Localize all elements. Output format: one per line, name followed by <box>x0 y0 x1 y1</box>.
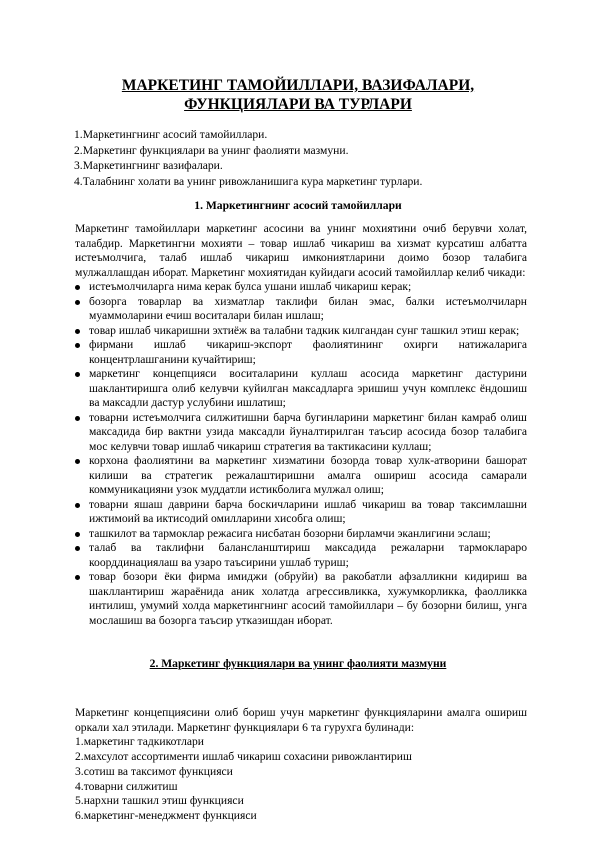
bullet-item <box>75 527 527 542</box>
bullet-icon <box>75 300 80 305</box>
toc-item: 3.Маркетингнинг вазифалари. <box>74 159 223 172</box>
bullet-text: товар бозори ёки фирма имиджи (обруйи) ва ракобатли афзалликни кидириш ва шакллантириш жараёнида аник холатда агрессивликка, хужумкорликка, фаолликка интилиш, умумий холда маркетингнинг асосий тамойиллари – бу бозорни билиш, унга мослашиш ва бозорга таъсир утказишдан иборат. <box>89 570 527 627</box>
bullet-icon <box>75 575 80 580</box>
bullet-item <box>75 324 527 339</box>
section-2-heading: 2. Маркетинг функциялари ва унинг фаолияти мазмуни <box>149 657 447 670</box>
bullet-text: истеъмолчиларга нима керак булса ушани ишлаб чикариш керак; <box>89 280 412 293</box>
list-item: 3.сотиш ва таксимот функцияси <box>75 764 233 778</box>
bullet-text: товарни истеъмолчига силжитишни барча бугинларини маркетинг билан камраб олиш максадида бир вактни узида максадли йуналтирилган таъсир асосида бозор талабига мос келувчи товар ишлаб чикариш стратегия ва тактикасини куллаш; <box>89 410 527 453</box>
table-of-contents <box>74 127 422 189</box>
section-2-intro: Маркетинг концепциясини олиб бориш учун маркетинг функцияларини амалга ошириш оркали хал этилади. Маркетинг функциялари 6 та гурухга булинади: <box>75 706 527 734</box>
bullet-item <box>75 454 527 498</box>
bullet-text: талаб ва таклифни балансланштириш максадида режаларни тармоклараро коорддинациялаш ва узаро таъсирини ушлаб туриш; <box>89 541 527 569</box>
section-1-body <box>75 222 527 628</box>
list-item: 5.нархни ташкил этиш функцияси <box>75 794 244 808</box>
bullet-item <box>75 498 527 527</box>
bullet-item <box>75 411 527 455</box>
toc-item: 2.Маркетинг функциялари ва унинг фаолияти мазмуни. <box>74 143 349 157</box>
list-item: 2.махсулот ассортименти ишлаб чикариш сохасини ривожлантириш <box>75 750 412 764</box>
bullet-icon <box>75 343 80 348</box>
bullet-icon <box>75 329 80 334</box>
bullet-text: бозорга товарлар ва хизматлар таклифи билан эмас, балки истеъмолчиларн муаммоларини ечиш воситалари билан ишлаш; <box>89 294 527 322</box>
list-item: 1.маркетинг тадкикотлари <box>75 735 205 749</box>
section-2-body <box>75 706 527 824</box>
bullet-item <box>75 570 527 628</box>
bullet-item <box>75 280 527 295</box>
bullet-item <box>75 295 527 324</box>
bullet-item <box>75 541 527 570</box>
bullet-text: товарни яшаш даврини барча боскичларини ишлаб чикариш ва товар таксимлашни ижтимоий ва иктисодий омилларини хисобга олиш; <box>89 497 527 525</box>
bullet-text: маркетинг концепцияси воситаларини куллаш асосида маркетинг дастурини шаклантиришга олиб келувчи куйилган максадларга эришиш учун комплекс ёндошиш ва максадли дастур услубини ишлатиш; <box>89 367 527 409</box>
toc-item: 4.Талабнинг холати ва унинг ривожланишига кура маркетинг турлари. <box>74 174 423 188</box>
bullet-icon <box>75 459 80 464</box>
bullet-text: корхона фаолиятини ва маркетинг хизматини бозорда товар хулк-атворини башорат килиши ва стратегик режалаштиришни амалга ошириш асосида самарали коммуникацияни узок муддатли истикболига мулжал олиш; <box>89 454 527 496</box>
list-item: 4.товарни силжитиш <box>75 779 178 793</box>
bullet-text: товар ишлаб чикаришни эхтиёж ва талабни тадкик килгандан сунг ташкил этиш керак; <box>89 323 520 337</box>
bullet-icon <box>75 546 80 551</box>
list-item: 6.маркетинг-менеджмент функцияси <box>75 808 257 822</box>
bullet-item <box>75 367 527 411</box>
bullet-icon <box>75 416 80 421</box>
bullet-icon <box>75 532 80 537</box>
document-title: МАРКЕТИНГ ТАМОЙИЛЛАРИ, ВАЗИФАЛАРИ, ФУНКЦИЯЛАРИ ВА ТУРЛАРИ <box>121 77 475 113</box>
bullet-icon <box>75 503 80 508</box>
bullet-icon <box>75 372 80 377</box>
bullet-text: фирмани ишлаб чикариш-экспорт фаолиятининг охирги натижаларига концентрлашганини кучайтириш; <box>89 338 527 366</box>
bullet-icon <box>75 285 80 290</box>
toc-item: 1.Маркетингнинг асосий тамойиллари. <box>74 128 268 141</box>
bullet-item <box>75 338 527 367</box>
section-1-heading: 1. Маркетингнинг асосий тамойиллари <box>194 199 402 212</box>
section-1-intro: Маркетинг тамойиллари маркетинг асосини ва унинг мохиятини очиб берувчи холат, талабдир. Маркетингни мохияти – товар ишлаб чикариш ва хизмат курсатиш албатта истеъмолчига, талаб ишлаб чикариш имкониятларини доимо бозор талабига мулжаллашдан иборат. Маркетинг мохиятидан куйидаги асосий тамойиллар келиб чикади: <box>75 222 527 279</box>
bullet-text: ташкилот ва тармоклар режасига нисбатан бозорни бирламчи эканлигини эслаш; <box>89 526 491 540</box>
